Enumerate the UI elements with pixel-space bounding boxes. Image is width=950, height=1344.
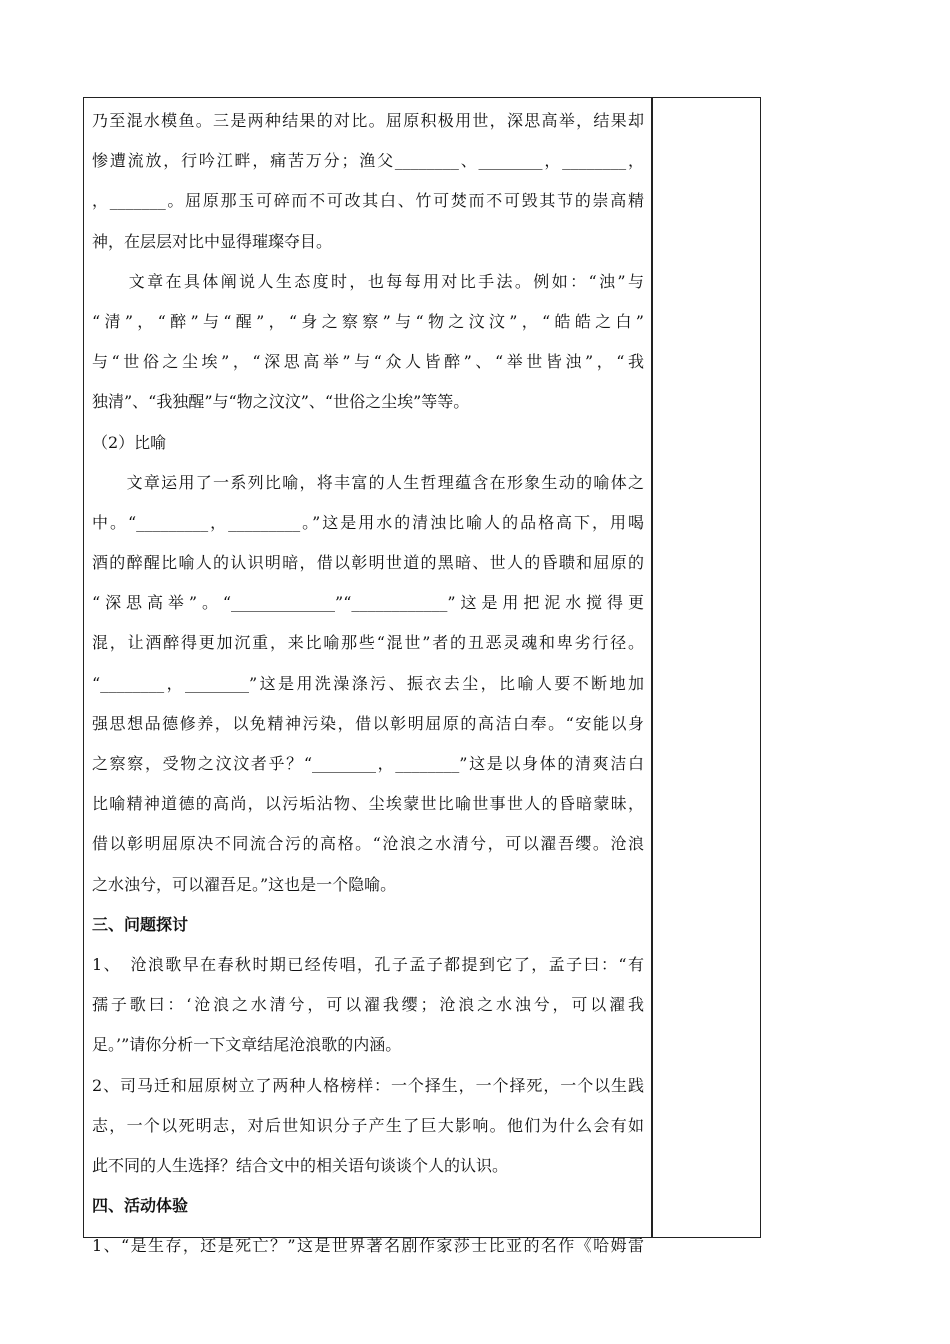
text-line: 之水浊兮，可以濯吾足。”这也是一个隐喻。 xyxy=(92,874,397,894)
text-line: 孺子歌曰：‘沧浪之水清兮，可以濯我缨；沧浪之水浊兮，可以濯我 xyxy=(92,995,644,1015)
text-line: 混，让酒醉得更加沉重，来比喻那些“混世”者的丑恶灵魂和卑劣行径。 xyxy=(92,633,644,653)
text-line: 之察察，受物之汶汶者乎？“________，________”这是以身体的清爽洁白 xyxy=(92,754,644,773)
text-line: 独清”、“我独醒”与“物之汶汶”、“世俗之尘埃”等等。 xyxy=(92,392,470,412)
text-line: （2）比喻 xyxy=(92,432,167,452)
text-line: 1、“是生存，还是死亡？”这是世界著名剧作家莎士比亚的名作《哈姆雷 xyxy=(92,1236,644,1256)
text-line: 文章在具体阐说人生态度时，也每每用对比手法。例如：“浊”与 xyxy=(92,271,644,291)
text-line: 乃至混水模鱼。三是两种结果的对比。屈原积极用世，深思高举，结果却 xyxy=(92,111,644,130)
text-line: 比喻精神道德的高尚，以污垢沾物、尘埃蒙世比喻世事世人的昏暗蒙昧， xyxy=(92,794,644,814)
section-heading: 四、活动体验 xyxy=(92,1196,189,1216)
text-line: “________，________”这是用洗澡涤污、振衣去尘，比喻人要不断地加 xyxy=(92,673,644,693)
text-line: 强思想品德修养，以免精神污染，借以彰明屈原的高洁白奉。“安能以身 xyxy=(92,713,644,733)
document-body xyxy=(92,101,644,1266)
text-line: 惨遭流放，行吟江畔，痛苦万分；渔父________、________，________， xyxy=(92,151,644,171)
text-line: 志，一个以死明志，对后世知识分子产生了巨大影响。他们为什么会有如 xyxy=(92,1115,644,1135)
text-line: 此不同的人生选择？结合文中的相关语句谈谈个人的认识。 xyxy=(92,1155,509,1175)
text-line: “清”，“醉”与“醒”，“身之察察”与“物之汶汶”，“皓皓之白” xyxy=(92,311,644,331)
text-line: ，_______。屈原那玉可碎而不可改其白、竹可焚而不可毁其节的崇高精 xyxy=(92,191,644,211)
text-line: 神，在层层对比中显得璀璨夺目。 xyxy=(92,231,333,251)
text-line: 借以彰明屈原决不同流合污的高格。“沧浪之水清兮，可以濯吾缨。沧浪 xyxy=(92,834,644,854)
text-line: 酒的醉醒比喻人的认识明暗，借以彰明世道的黑暗、世人的昏聩和屈原的 xyxy=(92,553,644,573)
text-line: 文章运用了一系列比喻，将丰富的人生哲理蕴含在形象生动的喻体之 xyxy=(92,472,644,492)
text-line: 足。’”请你分析一下文章结尾沧浪歌的内涵。 xyxy=(92,1035,402,1055)
text-line: 与“世俗之尘埃”，“深思高举”与“众人皆醉”、“举世皆浊”，“我 xyxy=(92,352,644,372)
text-line: 中。“_________，_________。”这是用水的清浊比喻人的品格高下，用喝 xyxy=(92,512,644,532)
table-column-divider xyxy=(651,97,653,1238)
text-line: “深思高举”。“_____________”“____________”这是用把泥水搅得更 xyxy=(92,593,644,613)
text-line: 2、司马迁和屈原树立了两种人格榜样：一个择生，一个择死，一个以生践 xyxy=(92,1075,644,1095)
text-line: 1、 沧浪歌早在春秋时期已经传唱，孔子孟子都提到它了，孟子曰：“有 xyxy=(92,954,644,974)
section-heading: 三、问题探讨 xyxy=(92,914,189,934)
